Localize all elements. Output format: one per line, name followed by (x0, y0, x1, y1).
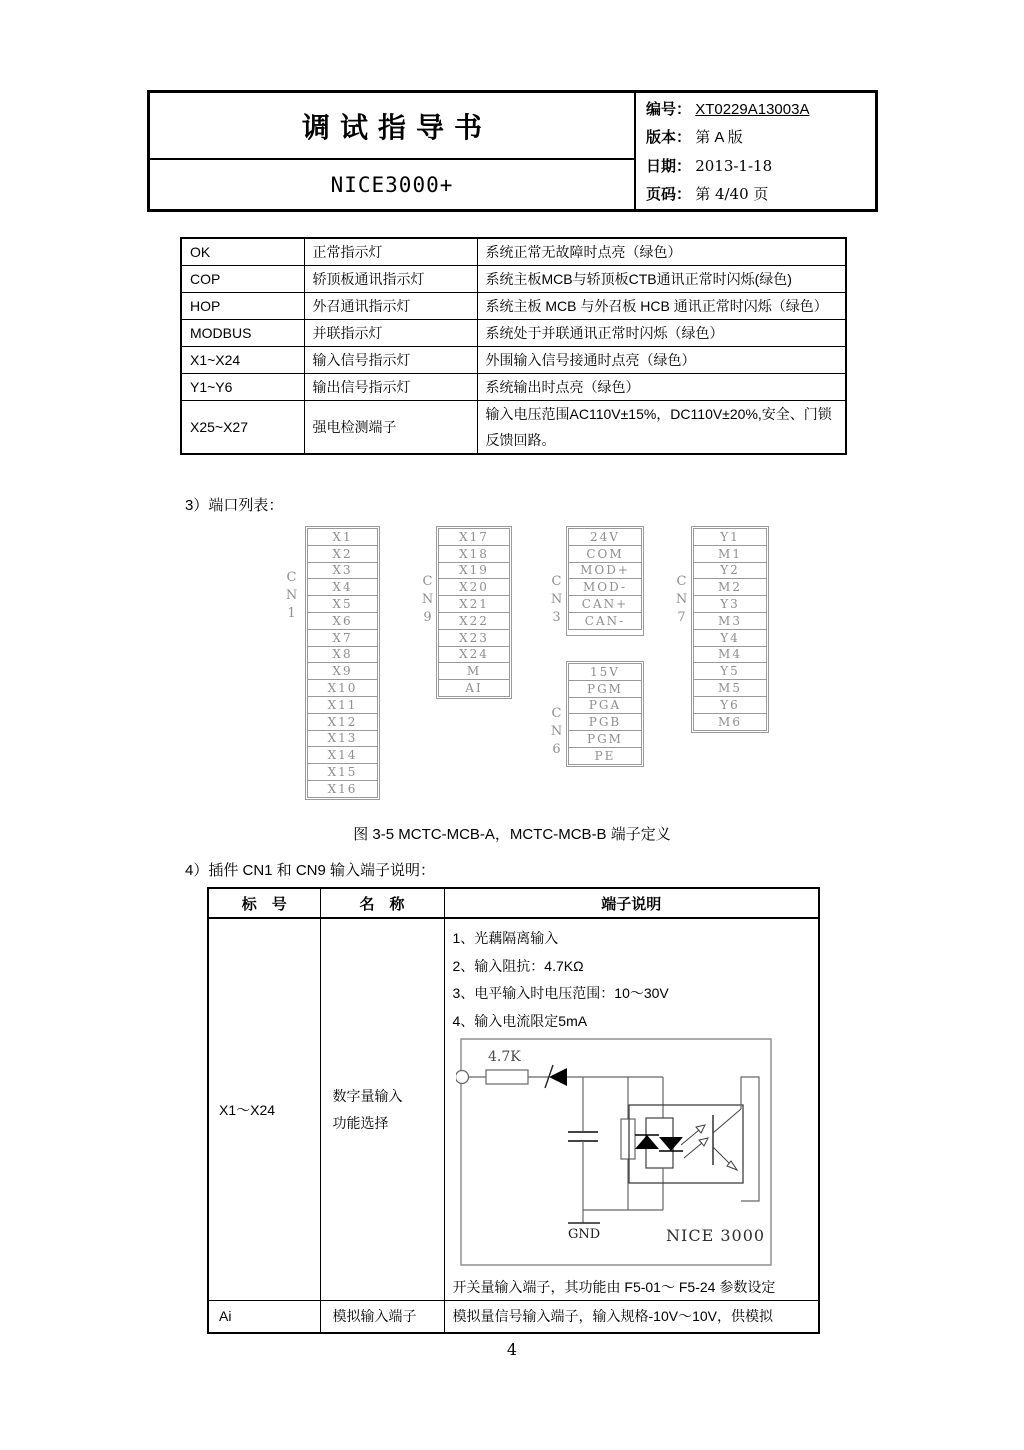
gnd-label: GND (567, 1227, 600, 1242)
pin-cell: X4 (307, 578, 378, 596)
table-row (181, 320, 846, 347)
pin-cell: M4 (693, 646, 767, 664)
doc-page-value: 第 4/40 页 (695, 185, 769, 203)
doc-number-field (646, 96, 875, 124)
list-item: 4、输入电流限定5mA (452, 1012, 588, 1029)
pin-cell: COM (568, 545, 642, 563)
section-3-heading: 3）端口列表： (185, 497, 284, 514)
indicator-code: OK (181, 238, 304, 266)
indicator-table (180, 237, 847, 455)
connector-cn1-pins (305, 526, 380, 800)
indicator-desc: 外围输入信号接通时点亮（绿色） (477, 347, 846, 374)
document-title: 调试指导书 (150, 93, 634, 160)
indicator-code: HOP (181, 293, 304, 320)
header-col-name: 名 称 (320, 888, 444, 918)
table-row (181, 238, 846, 266)
indicator-desc: 系统处于并联通讯正常时闪烁（绿色） (477, 320, 846, 347)
pin-cell: X18 (438, 545, 510, 563)
doc-version-field (646, 124, 875, 152)
shunt-resistor-icon (621, 1119, 635, 1159)
table-row (181, 266, 846, 293)
indicator-code: Y1~Y6 (181, 374, 304, 401)
input-terminal-table (207, 887, 820, 1334)
led-down-icon (659, 1137, 683, 1151)
pin-cell: Y6 (693, 696, 767, 714)
doc-version-value: 第 A 版 (695, 129, 743, 146)
analog-input-row (208, 1301, 819, 1334)
indicator-name: 输出信号指示灯 (304, 374, 477, 401)
doc-version-label: 版本： (646, 129, 692, 146)
connector-cn9-pins (436, 526, 512, 699)
table-row (181, 374, 846, 401)
digital-input-footer: 开关量输入端子，其功能由 F5-01～ F5-24 参数设定 (452, 1279, 776, 1295)
pin-cell: CAN- (568, 612, 642, 630)
pin-cell: PGB (568, 713, 642, 731)
pin-cell: Y4 (693, 629, 767, 647)
pin-cell: X21 (438, 595, 510, 613)
pin-cell: M2 (693, 578, 767, 596)
pin-cell: M (438, 662, 510, 680)
doc-number-label: 编号： (646, 101, 692, 118)
pin-cell: PE (568, 747, 642, 765)
pin-cell: X2 (307, 545, 378, 563)
connector-cn6-label: CN6 (549, 706, 564, 760)
led-up-icon (635, 1135, 659, 1149)
indicator-desc: 系统输出时点亮（绿色） (477, 374, 846, 401)
indicator-name: 强电检测端子 (304, 401, 477, 455)
pin-cell: X3 (307, 562, 378, 580)
pin-cell: MOD+ (568, 562, 642, 580)
list-item: 2、输入阻抗：4.7KΩ (452, 957, 584, 974)
header-col-desc: 端子说明 (444, 888, 819, 918)
table-header-row (208, 888, 819, 918)
resistor-value-label: 4.7K (487, 1049, 521, 1065)
header-col-code: 标 号 (208, 888, 320, 918)
pin-cell: X5 (307, 595, 378, 613)
digital-input-spec-list (445, 919, 819, 1035)
indicator-code: MODBUS (181, 320, 304, 347)
connector-cn9-label: CN9 (420, 574, 435, 628)
pin-cell: Y5 (693, 662, 767, 680)
pin-cell: X9 (307, 662, 378, 680)
pin-cell: X15 (307, 763, 378, 781)
circuit-diagram-svg (456, 1037, 774, 1269)
connector-cn6-pins (566, 661, 644, 767)
table-row (181, 401, 846, 455)
list-item: 3、电平输入时电压范围：10～30V (452, 985, 669, 1001)
pin-cell: X17 (438, 528, 510, 546)
digital-input-row (208, 918, 819, 1301)
pin-cell: X12 (307, 713, 378, 731)
input-terminal-icon (456, 1071, 469, 1084)
connector-cn3-pins (566, 526, 644, 636)
pin-cell: X24 (438, 646, 510, 664)
table-row (181, 293, 846, 320)
analog-input-name: 模拟输入端子 (320, 1301, 444, 1334)
doc-date-value: 2013-1-18 (695, 157, 773, 175)
doc-date-field (646, 152, 875, 180)
doc-date-label: 日期： (646, 158, 692, 175)
input-table-header (208, 888, 819, 918)
connector-cn3-label: CN3 (549, 574, 564, 628)
indicator-name: 外召通讯指示灯 (304, 293, 477, 320)
connector-cn7-label: CN7 (674, 574, 689, 628)
digital-input-name (320, 918, 444, 1301)
pin-cell: X11 (307, 696, 378, 714)
doc-number-value: XT0229A13003A (695, 101, 810, 118)
pin-cell: X1 (307, 528, 378, 546)
indicator-table-body (181, 238, 846, 454)
pin-cell: MOD- (568, 578, 642, 596)
product-name: NICE3000+ (330, 172, 454, 197)
pin-cell: AI (438, 679, 510, 697)
pin-cell: PGM (568, 730, 642, 748)
input-circuit-figure (456, 1037, 819, 1272)
pin-cell: X14 (307, 746, 378, 764)
pin-cell: X7 (307, 629, 378, 647)
analog-input-code: Ai (208, 1301, 320, 1334)
indicator-name: 轿顶板通讯指示灯 (304, 266, 477, 293)
connector-cn7-pins (691, 526, 769, 733)
pin-cell: X6 (307, 612, 378, 630)
pin-cell: Y1 (693, 528, 767, 546)
doc-page-field (646, 180, 875, 208)
pin-cell: PGA (568, 697, 642, 715)
indicator-code: X1~X24 (181, 347, 304, 374)
indicator-code: X25~X27 (181, 401, 304, 455)
section-4-heading: 4）插件 CN1 和 CN9 输入端子说明： (185, 862, 436, 879)
pin-cell: X22 (438, 612, 510, 630)
indicator-name: 输入信号指示灯 (304, 347, 477, 374)
pin-cell: Y2 (693, 562, 767, 580)
pin-cell: PGM (568, 680, 642, 698)
digital-input-desc (444, 918, 819, 1301)
pin-cell: X13 (307, 730, 378, 748)
figure-caption: 图 3-5 MCTC-MCB-A，MCTC-MCB-B 端子定义 (353, 826, 671, 843)
indicator-desc: 系统主板MCB与轿顶板CTB通讯正常时闪烁(绿色) (477, 266, 846, 293)
indicator-name: 并联指示灯 (304, 320, 477, 347)
indicator-desc: 系统主板 MCB 与外召板 HCB 通讯正常时闪烁（绿色） (477, 293, 846, 320)
pin-cell: CAN+ (568, 595, 642, 613)
analog-input-desc: 模拟量信号输入端子，输入规格-10V～10V，供模拟 (444, 1301, 819, 1334)
indicator-desc: 输入电压范围AC110V±15%，DC110V±20%,安全、门锁反馈回路。 (477, 401, 846, 455)
chip-label: NICE 3000 (665, 1226, 765, 1245)
pin-cell: X16 (307, 780, 378, 798)
pin-cell: 24V (568, 528, 642, 546)
table-row (181, 347, 846, 374)
pin-cell: X19 (438, 562, 510, 580)
pin-cell: 15V (568, 663, 642, 681)
pin-cell: X10 (307, 679, 378, 697)
page-number: 4 (506, 1340, 518, 1359)
connector-cn1-label: CN1 (284, 570, 299, 624)
document-header (147, 90, 878, 212)
indicator-name: 正常指示灯 (304, 238, 477, 266)
digital-input-name-line2: 功能选择 (332, 1114, 389, 1131)
pin-cell: M3 (693, 612, 767, 630)
indicator-code: COP (181, 266, 304, 293)
pin-cell: X8 (307, 646, 378, 664)
pin-cell: X20 (438, 578, 510, 596)
list-item: 1、光藕隔离输入 (452, 930, 559, 946)
pin-cell: Y3 (693, 595, 767, 613)
pin-cell: M5 (693, 679, 767, 697)
indicator-desc: 系统正常无故障时点亮（绿色） (477, 238, 846, 266)
pin-cell: M1 (693, 545, 767, 563)
pin-cell: M6 (693, 713, 767, 731)
digital-input-code: X1～X24 (208, 918, 320, 1301)
doc-page-label: 页码： (646, 186, 692, 203)
series-resistor-icon (486, 1070, 528, 1084)
pin-cell: X23 (438, 629, 510, 647)
header-meta (636, 93, 875, 209)
header-left (150, 93, 636, 209)
digital-input-name-line1: 数字量输入 (332, 1087, 403, 1104)
